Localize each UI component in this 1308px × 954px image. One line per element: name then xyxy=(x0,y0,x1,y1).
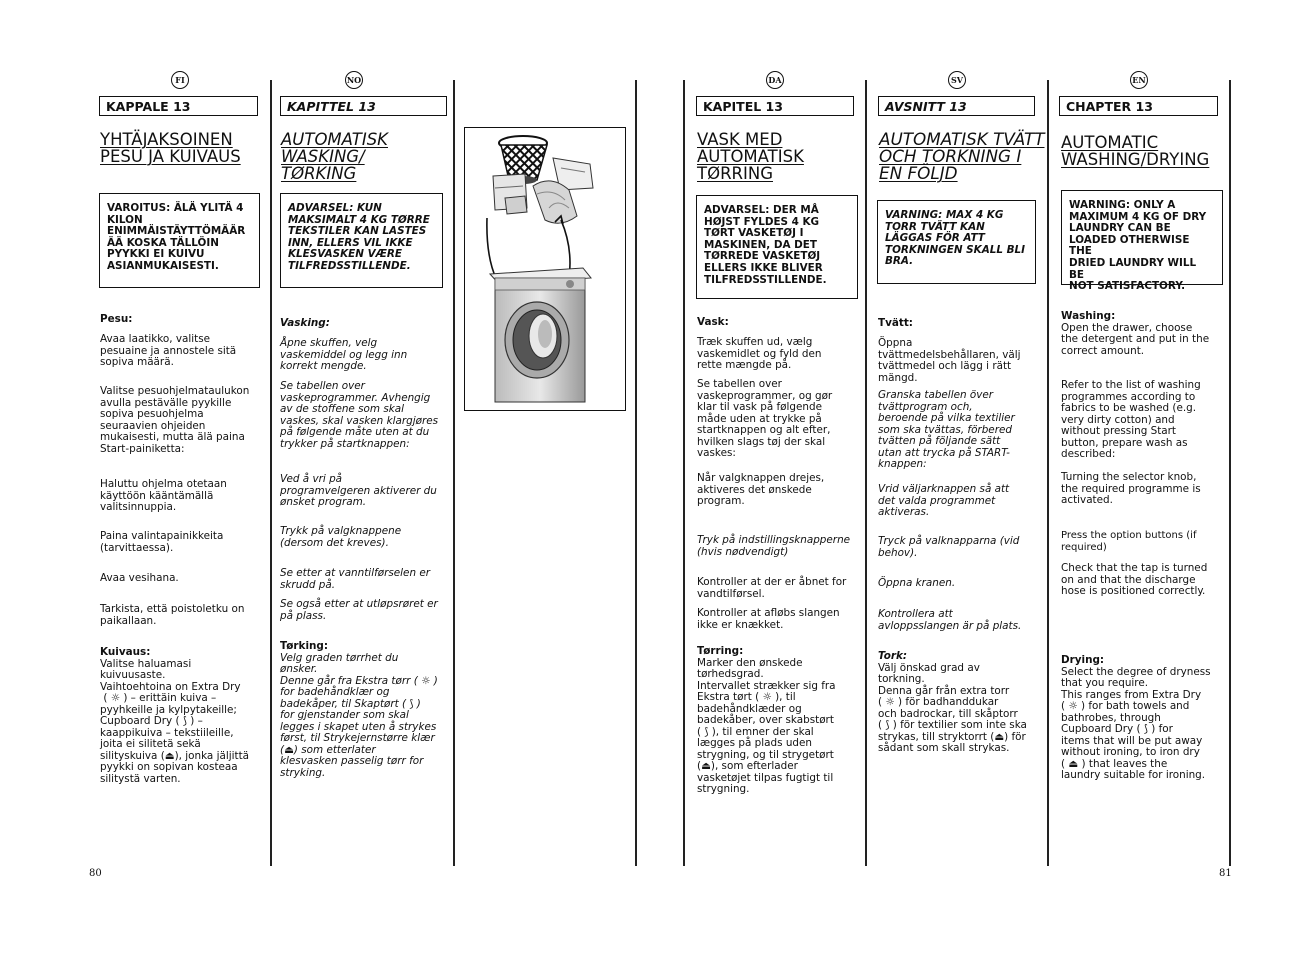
cupboard-dry-icon: ⟆ xyxy=(409,697,414,710)
step-selector-knob-en: Turning the selector knob, the required programme is activated. xyxy=(1061,471,1201,506)
step-selector-knob-no: Ved å vri på programvelgeren aktiverer du ønsket program. xyxy=(280,473,437,508)
wash-heading-no: Vasking: xyxy=(280,317,330,329)
drying-section-fi: Kuivaus: Valitse haluamasi kuivuusaste. Vaihtoehtoina on Extra Dry ( ☼ ) – erittäin kuiva – pyyhkeille ja kylpytakeille; Cupboard Dry ( ⟆ ) – kaappikuiva – tekstiileille, joita ei silitetä sekä silityskuiva (⏏), jonka jäljittä pyykki on sopivan kosteaa silitystä varten. xyxy=(100,646,250,785)
washer-dryer-illustration xyxy=(464,127,626,411)
extra-dry-icon: ☼ xyxy=(1068,700,1078,712)
section-title-no: AUTOMATISK WASKING/ TØRKING xyxy=(281,130,388,183)
page-number-left: 80 xyxy=(89,868,102,879)
step-programme-table-da: Se tabellen over vaskeprogrammer, og gør klar til vask på følgende måde uden at trykke på startknappen og alt efter, hvilken slags tøj der skal vaskes: xyxy=(697,378,833,459)
laundry-machine-drawing xyxy=(465,128,624,409)
iron-dry-icon: ⏏ xyxy=(164,749,175,762)
step-check-hose-no: Se også etter at utløpsrøret er på plass. xyxy=(280,598,438,622)
extra-dry-icon: ☼ xyxy=(885,696,895,708)
step-selector-knob-sv: Vrid väljarknappen så att det valda programmet aktiveras. xyxy=(878,483,1010,518)
step-open-drawer-sv: Öppna tvättmedelsbehållaren, välj tvättmedel och lägg i rätt mängd. xyxy=(878,337,1021,384)
step-selector-knob-fi: Haluttu ohjelma otetaan käyttöön kääntämällä valitsinnuppia. xyxy=(100,478,227,513)
wash-heading-fi: Pesu: xyxy=(100,313,133,325)
step-option-buttons-fi: Paina valintapainikkeita (tarvittaessa). xyxy=(100,530,224,554)
page-number-right: 81 xyxy=(1219,868,1232,879)
chapter-heading-en: CHAPTER 13 xyxy=(1059,96,1218,116)
step-programme-table-en: Refer to the list of washing programmes according to fabrics to be washed (e.g. very dirty cotton) and without pressing Start button, prepare wash as described: xyxy=(1061,379,1201,460)
section-title-sv: AUTOMATISK TVÄTT OCH TORKNING I EN FÖLJD xyxy=(879,129,1045,183)
step-programme-table-sv: Granska tabellen över tvättprogram och, beroende på vilka textilier som ska tvättas, förbered tvätten på följande sätt utan att trycka på START- knappen: xyxy=(878,389,1015,470)
page-gutter-right xyxy=(683,80,685,866)
warning-box-sv: VARNING: MAX 4 KG TORR TVÄTT KAN LÄGGAS FÖR ATT TORKNINGEN SKALL BLI BRA. xyxy=(877,200,1036,284)
column-divider-da-sv xyxy=(865,80,867,866)
washing-machine-icon xyxy=(490,268,591,402)
extra-dry-icon: ☼ xyxy=(762,691,772,703)
step-open-tap-sv: Öppna kranen. xyxy=(878,577,956,589)
chapter-heading-no: KAPITTEL 13 xyxy=(280,96,447,116)
step-check-hose-da: Kontroller at afløbs slangen ikke er knækket. xyxy=(697,607,840,631)
step-open-drawer-da: Træk skuffen ud, vælg vaskemidlet og fyld den rette mængde på. xyxy=(697,336,822,371)
page-gutter-left xyxy=(635,80,637,866)
warning-box-no: ADVARSEL: KUN MAKSIMALT 4 KG TØRRE TEKSTILER KAN LASTES INN, ELLERS VIL IKKE KLESVASKEN VÆRE TILFREDSSTILLENDE. xyxy=(280,193,443,288)
iron-dry-icon: ⏏ xyxy=(701,760,711,772)
lang-badge-fi: FI xyxy=(171,71,189,89)
iron-dry-icon: ⏏ xyxy=(1068,757,1079,770)
step-option-buttons-en: Press the option buttons (if required) xyxy=(1061,530,1197,553)
step-check-tap-hose-en: Check that the tap is turned on and that the discharge hose is positioned correctly. xyxy=(1061,562,1208,597)
lang-badge-sv: SV xyxy=(948,71,966,89)
column-divider-right xyxy=(1229,80,1231,866)
column-divider-no-img xyxy=(453,80,455,866)
drying-section-sv: Tork: Välj önskad grad av torkning. Denna går från extra torr ( ☼ ) för badhanddukar och badrockar, till skåptorr ( ⟆ ) för textilier som inte ska strykas, till stryktorrt (⏏) för sådant som skall strykas. xyxy=(878,650,1027,754)
iron-dry-icon: ⏏ xyxy=(994,730,1005,743)
step-option-buttons-da: Tryk på indstillingsknapperne (hvis nødvendigt) xyxy=(697,534,851,558)
iron-dry-icon: ⏏ xyxy=(284,743,294,756)
cupboard-dry-icon: ⟆ xyxy=(704,725,709,738)
lang-badge-en: EN xyxy=(1130,71,1148,89)
cupboard-dry-icon: ⟆ xyxy=(1143,723,1148,735)
warning-box-fi: VAROITUS: ÄLÄ YLITÄ 4 KILON ENIMMÄISTÄYTTÖMÄÄR ÄÄ KOSKA TÄLLÖIN PYYKKI EI KUIVU ASIANMUKAISESTI. xyxy=(99,193,260,288)
section-title-da: VASK MED AUTOMATISK TØRRING xyxy=(697,130,804,183)
step-open-tap-no: Se etter at vanntilførselen er skrudd på. xyxy=(280,567,431,591)
chapter-heading-fi: KAPPALE 13 xyxy=(99,96,258,116)
cupboard-dry-icon: ⟆ xyxy=(182,715,187,727)
chapter-heading-sv: AVSNITT 13 xyxy=(878,96,1035,116)
wash-heading-sv: Tvätt: xyxy=(878,317,913,329)
extra-dry-icon: ☼ xyxy=(110,692,121,704)
cupboard-dry-icon: ⟆ xyxy=(885,719,890,731)
drying-section-en: Drying: Select the degree of dryness that you require. This ranges from Extra Dry ( ☼ ) for bath towels and bathrobes, through Cupboard Dry ( ⟆ ) for items that will be put away without ironing, to iron dry ( ⏏ ) that leaves the laundry suitable for ironing. xyxy=(1061,654,1211,781)
lang-badge-da: DA xyxy=(766,71,784,89)
step-selector-knob-da: Når valgknappen drejes, aktiveres det ønskede program. xyxy=(697,472,825,507)
lang-badge-no: NO xyxy=(345,71,363,89)
step-programme-table-fi: Valitse pesuohjelmataulukon avulla pestävälle pyykille sopiva pesuohjelma seuraavien ohjeiden mukaisesti, mutta älä paina Start-painiketta: xyxy=(100,385,250,455)
step-open-drawer-en: Washing: Open the drawer, choose the detergent and put in the correct amount. xyxy=(1061,310,1210,357)
step-open-tap-da: Kontroller at der er åbnet for vandtilførsel. xyxy=(697,576,847,600)
drying-section-no: Tørking: Velg graden tørrhet du ønsker. Denne går fra Ekstra tørr ( ☼ ) for badehåndklær og badekåper, til Skaptørt ( ⟆ ) for gjenstander som skal legges i skapet uten å strykes først, til Strykejernstørre klær (⏏) som etterlater klesvasken passelig tørr for stryking. xyxy=(280,640,438,779)
extra-dry-icon: ☼ xyxy=(421,674,431,687)
step-option-buttons-no: Trykk på valgknappene (dersom det kreves). xyxy=(280,525,402,549)
step-open-tap-fi: Avaa vesihana. xyxy=(100,572,179,584)
warning-box-en: WARNING: ONLY A MAXIMUM 4 KG OF DRY LAUNDRY CAN BE LOADED OTHERWISE THE DRIED LAUNDRY WILL BE NOT SATISFACTORY. xyxy=(1061,190,1223,285)
warning-box-da: ADVARSEL: DER MÅ HØJST FYLDES 4 KG TØRT VASKETØJ I MASKINEN, DA DET TØRREDE VASKETØJ ELLERS IKKE BLIVER TILFREDSSTILLENDE. xyxy=(696,195,858,299)
section-title-fi: YHTÄJAKSOINEN PESU JA KUIVAUS xyxy=(100,130,241,166)
drying-section-da: Tørring: Marker den ønskede tørhedsgrad. Intervallet strækker sig fra Ekstra tørt ( ☼ ), til badehåndklæder og badekåber, over skabstørt ( ⟆ ), til emner der skal lægges på plads uden strygning, og til strygetørt (⏏), som efterlader vasketøjet tilpas fugtigt til strygning. xyxy=(697,645,836,795)
section-title-en: AUTOMATIC WASHING/DRYING xyxy=(1061,133,1210,169)
step-option-buttons-sv: Tryck på valknapparna (vid behov). xyxy=(878,535,1020,559)
wash-heading-da: Vask: xyxy=(697,316,729,328)
step-check-hose-sv: Kontrollera att avloppsslangen är på plats. xyxy=(878,608,1022,632)
step-check-hose-fi: Tarkista, että poistoletku on paikallaan. xyxy=(100,603,245,627)
step-open-drawer-no: Åpne skuffen, velg vaskemiddel og legg inn korrekt mengde. xyxy=(280,337,408,372)
step-programme-table-no: Se tabellen over vaskeprogrammer. Avhengig av de stoffene som skal vaskes, skal vasken klargjøres på følgende måte uten at du trykker på startknappen: xyxy=(280,380,439,450)
column-divider-fi-no xyxy=(270,80,272,866)
chapter-heading-da: KAPITEL 13 xyxy=(696,96,854,116)
column-divider-sv-en xyxy=(1047,80,1049,866)
step-open-drawer-fi: Avaa laatikko, valitse pesuaine ja annostele sitä sopiva määrä. xyxy=(100,333,237,368)
